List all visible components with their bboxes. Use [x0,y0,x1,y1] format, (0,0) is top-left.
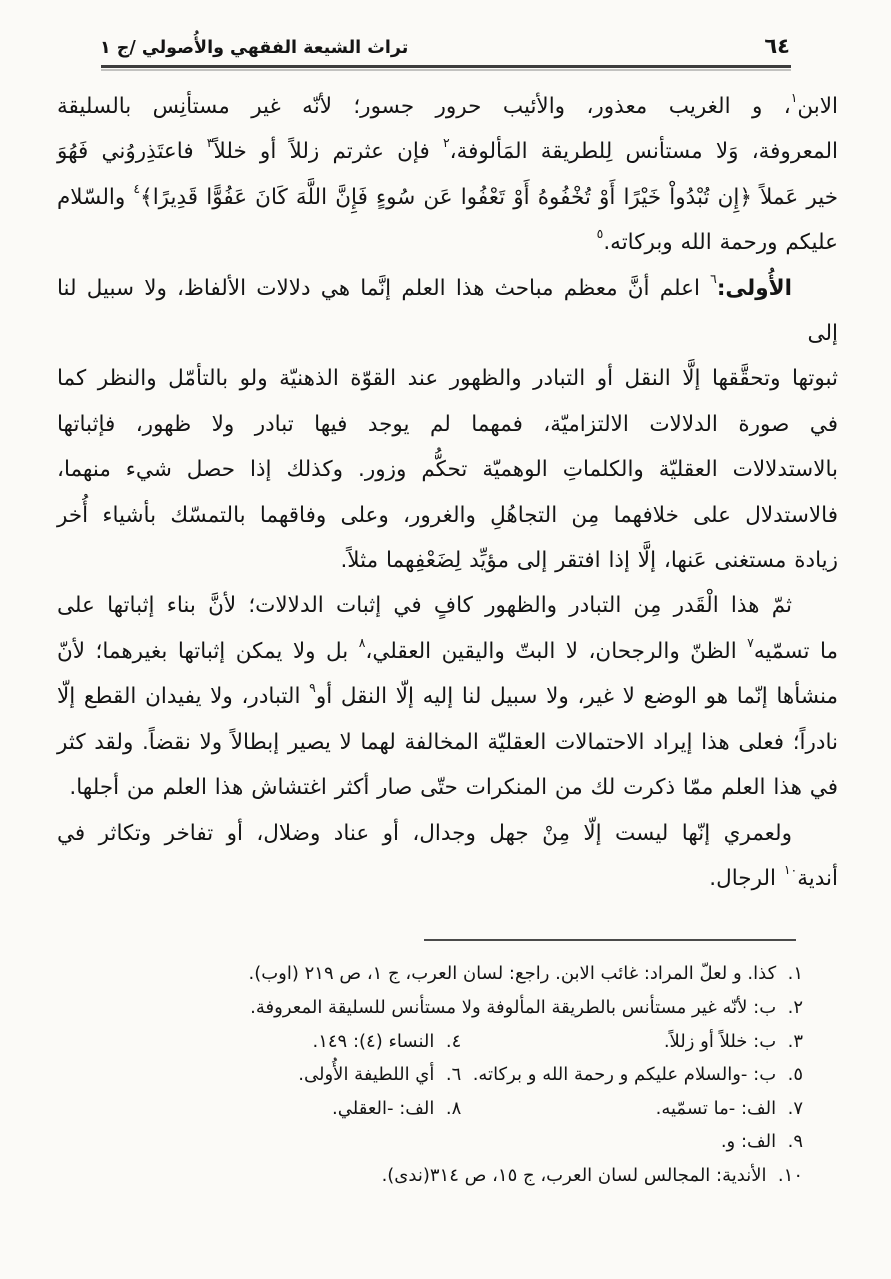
footnote-text: النساء (٤): ١٤٩. [312,1030,435,1052]
body-line: المعروفة، وَلا مستأنس لِلطريقة المَألوفة،$^٢$ فإن عثرتم زللاً أو خللاً$^٣$ فاعتَذِروُني فَهُوَ [57,135,839,165]
running-title: تراث الشيعة الفقهي والأُصولي /ج ١ [100,38,409,58]
footnote-ref: ٥ [596,225,604,241]
footnote-ref: ٨ [358,634,366,650]
body-line: الأُولى:$^٦$ اعلم أنَّ معظم مباحث هذا العلم إنَّما هي دلالات الألفاظ، ولا سبيل لنا إلى [57,271,838,347]
footnote-number: ٦. [434,1064,462,1086]
body-line: فالاستدلال على خلافهما مِن التجاهُلِ والغرور، وعلى وفاقهما بالتمسّك بأشياء أُخر [57,502,838,528]
footnote-text: الأندية: المجالس لسان العرب، ج ١٥، ص ٣١٤(ندى). [381,1164,767,1186]
body-line: ثبوتها وتحقَّقها إلَّا النقل أو التبادر والظهور عند القوّة الذهنيّة ولو بالتأمّل والنظر كما [57,366,838,392]
footnote-separator [424,939,796,941]
footnote-ref: ٧ [747,634,754,650]
footnote-text: كذا. و لعلّ المراد: غائب الابن. راجع: لسان العرب، ج ١، ص ٢١٩ (اوب). [248,963,777,985]
footnote-number: ١٠. [766,1164,803,1186]
footnote-number: ٨. [434,1097,462,1119]
footnote-ref: ٢ [442,135,450,151]
footnote-row [60,991,803,1025]
footnote-row [60,1092,803,1126]
footnote [312,1025,461,1059]
paragraph-lead: الأُولى: [716,275,792,301]
footnotes-section [0,957,891,1192]
footnote-ref: ٩ [309,680,316,696]
footnote-ref: ١٠ [783,861,798,877]
footnote [248,963,803,984]
footnote [461,1025,803,1059]
page-number: ٦٤ [764,34,790,58]
body-line: الابن$^١$، و الغريب معذور، والأئيب حرور جسور؛ لأنّه غير مستأنِس بالسليقة [57,89,838,119]
body-line: ولعمري إنّها ليست إلّا مِنْ جهل وجدال، أو عناد وضلال، أو تفاخر وتكاثر في [57,820,792,846]
footnote-text: أي اللطيفة الأُولى. [298,1064,435,1086]
paragraph [57,266,838,584]
footnote [721,1131,803,1152]
body-line: ثمّ هذا الْقَدر مِن التبادر والظهور كافٍ في إثبات الدلالات؛ لأنَّ بناء إثباتها على [57,593,792,619]
footnote-row [60,1058,803,1092]
footnote-text: ب: -والسلام عليكم و رحمة الله و بركاته. [472,1064,777,1086]
footnote [250,997,803,1018]
body-line: نادراً؛ فعلى هذا إيراد الاحتمالات العقليّة المخالفة لهما لا يصير إبطالاً ولا نقضاً. ولقد كثر [57,729,838,755]
footnote-number: ٢. [776,996,803,1018]
footnote-number: ٥. [776,1064,803,1086]
footnote-number: ٧. [776,1097,803,1119]
body-line: بالاستدلالات العقليّة والكلماتِ الوهميّة تحكُّم وزور. وكذلك إذا حصل شيء منهما، [57,457,838,483]
footnote-text: الف: -ما تسمّيه. [655,1097,777,1119]
footnote-text: ب: خللاً أو زللاً. [663,1030,777,1052]
footnote-text: الف: -العقلي. [332,1097,435,1119]
body-line: أندية$^{١٠}$ الرجال. [709,861,838,891]
footnote [461,1092,803,1126]
paragraph [57,84,838,266]
footnote-text: ب: لأنّه غير مستأنس بالطريقة المألوفة ولا مستأنس للسليقة المعروفة. [250,996,777,1018]
footnote [332,1092,461,1126]
body-line: خير عَملاً ﴿إِن تُبْدُواْ خَيْرًا أَوْ تُخْفُوهُ أَوْ تَعْفُوا عَن سُوءٍ فَإِنَّ اللَّهَ كَانَ عَفُوًّا قَدِيرًا﴾$^٤$ والسّلام [57,180,838,210]
footnote-ref: ١ [790,89,798,105]
header-rule [101,65,791,68]
body-line: ما تسمّيه$^٧$ الظنّ والرجحان، لا البتّ واليقين العقلي،$^٨$ بل ولا يمكن إثباتها بغيرهما؛ لأنّ [57,634,839,664]
footnote-row [60,957,803,991]
footnote-number: ١. [776,963,803,985]
footnote-ref: ٣ [206,135,214,151]
body-line: منشأها إنّما هو الوضع لا غير، ولا سبيل لنا إليه إلّا النقل أو$^٩$ التبادر، ولا يفيدان القطع إلّا [57,680,839,710]
footnote [382,1165,803,1186]
paragraph [57,811,838,902]
page-header [100,34,790,58]
footnote-row [60,1025,803,1059]
body-line: زيادة مستغنى عَنها، إلَّا إذا افتقر إلى مؤيِّد لِضَعْفِهما مثلاً. [340,548,838,574]
footnote-number: ٣. [776,1030,803,1052]
body-line: في صورة الدلالات الالتزاميّة، فمهما لم يوجد فيها تبادر ولا ظهور، فإثباتها [57,411,838,437]
footnote-row [60,1125,803,1159]
body-line: عليكم ورحمة الله وبركاته.$^٥$ [596,225,838,256]
footnote-text: الف: و. [720,1131,777,1153]
footnote [298,1058,461,1092]
footnote-ref: ٦ [710,271,717,287]
footnote-number: ٤. [434,1030,462,1052]
body-line: في هذا العلم ممّا ذكرت لك من المنكرات حتّى صار أكثر اغتشاش هذا العلم من أجلها. [69,775,838,801]
footnote [461,1058,803,1092]
paragraph [57,583,838,810]
body-text [0,84,891,901]
footnote-row [60,1159,803,1193]
footnote-number: ٩. [776,1131,803,1153]
footnote-ref: ٤ [133,180,141,196]
